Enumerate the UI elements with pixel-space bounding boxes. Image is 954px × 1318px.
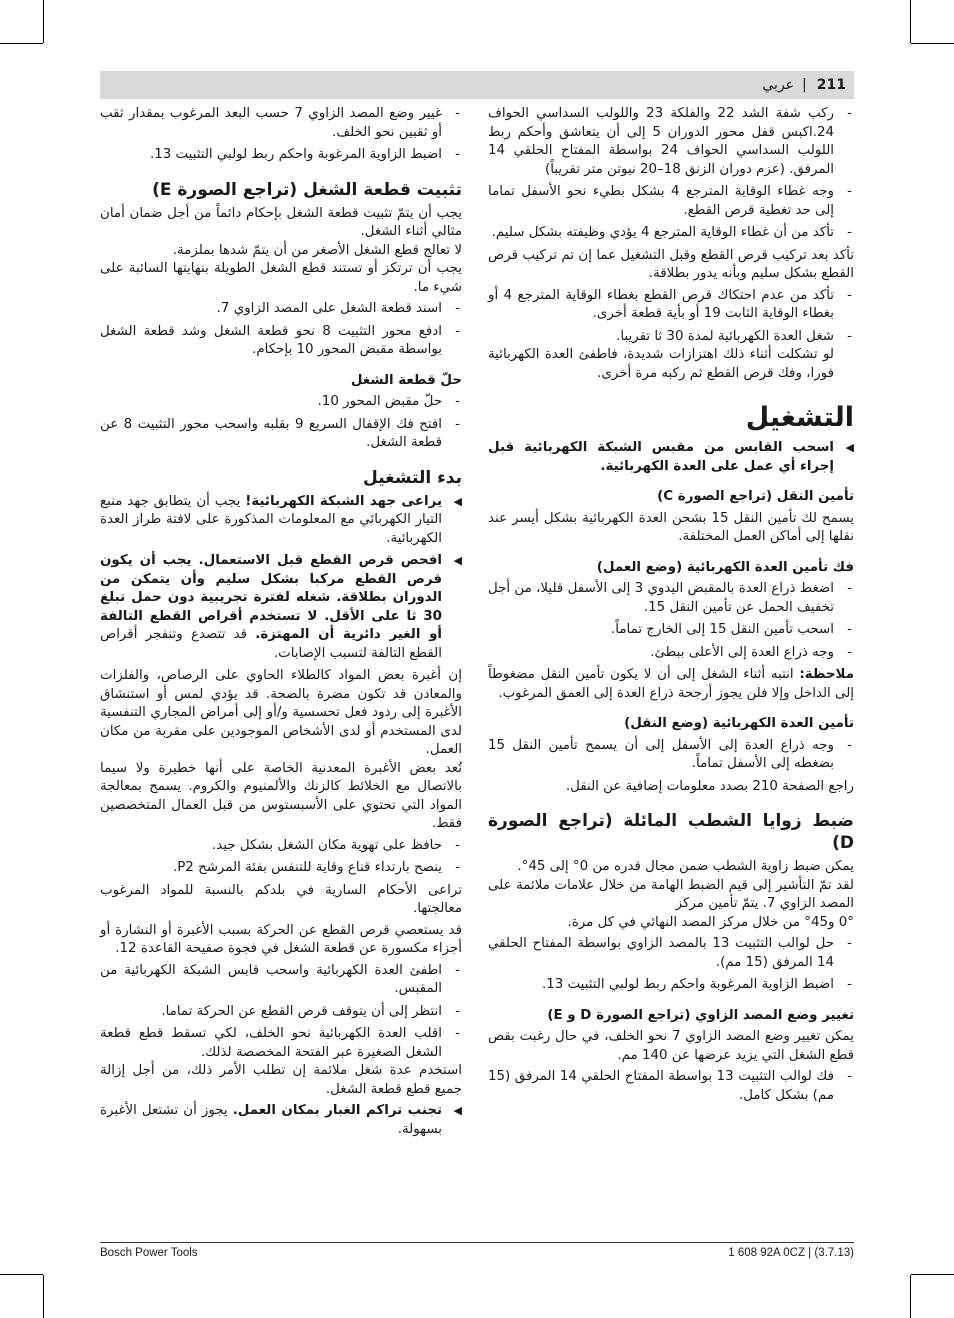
triangle-marker-icon: ◀ xyxy=(453,554,462,567)
list-item: - ركب شفة الشد 22 والفلكة 23 واللولب السداسي الحواف 24.اكبس قفل محور الدوران 5 إلى أن يتعاشق وأحكم ربط اللولب السداسي الحواف 24 بواسطة المفتاح الحلقي 14 المرفق. (عزم دوران الزنق 18–20 نيوتن متر تقريباً) xyxy=(488,106,852,177)
paragraph: تأكد بعد تركيب قرص القطع وقبل التشغيل عما إن تم تركيب قرص القطع بشكل سليم وبأنه يدور بطلاقة. xyxy=(488,247,854,281)
list-item: - حلّ مقبض المحور 10. xyxy=(317,394,460,409)
subheading: تأمين النقل (تراجع الصورة C) xyxy=(657,489,854,504)
crop-mark xyxy=(910,0,911,43)
paragraph: لقد تمّ التأشير إلى قيم الضبط الهامة من خلال علامات ملائمة على المصد الزاوي 7. يتمّ تأمين مركز xyxy=(488,877,854,911)
subheading: تغيير وضع المصد الزاوي (تراجع الصورة D و E) xyxy=(547,1007,854,1023)
list-item: - تأكد من عدم احتكاك قرص القطع بغطاء الوقاية المترجع 4 أو بغطاء الوقاية الثابت 19 أو بأية قطعة أخرى. xyxy=(488,287,852,321)
paragraph: يمكن ضبط زاوية الشطب ضمن مجال قدره من 0° إلى 45°. xyxy=(517,859,854,874)
crop-mark xyxy=(911,1274,954,1275)
paragraph: لا تعالج قطع الشغل الأصغر من أن يتمّ شدها بملزمة. xyxy=(172,242,462,258)
warning-item: ◀ يراعى جهد الشبكة الكهربائية! يجب أن يتطابق جهد منبع التيار الكهربائي مع المعلومات المذكورة على لافتة طراز العدة الكهربائية. xyxy=(100,493,462,546)
warning-item: ◀ تجنب تراكم الغبار بمكان العمل. يجوز أن تشتعل الأغبرة بسهولة. xyxy=(100,1103,462,1137)
list-item: - تأكد من أن غطاء الوقاية المترجع 4 يؤدي وظيفته بشكل سليم. xyxy=(491,225,852,240)
left-column xyxy=(100,105,462,1143)
subheading: تأمين العدة الكهربائية (وضع النقل) xyxy=(624,716,854,731)
triangle-marker-icon: ◀ xyxy=(453,1104,462,1117)
list-item: - غيير وضع المصد الزاوي 7 حسب البعد المرغوب بمقدار ثقب أو ثقبين نحو الخلف. xyxy=(100,106,460,140)
header-separator: | xyxy=(802,77,807,93)
paragraph: يمكن تغيير وضع المصد الزاوي 7 نحو الخلف، في حال رغبت بقص قطع الشغل التي يزيد عرضها عن 140 مم. xyxy=(488,1029,854,1063)
list-item: - ينصح بارتداء قناع وقاية للتنفس بفئة المرشح P2. xyxy=(172,860,460,875)
list-item: - اطفئ العدة الكهربائية واسحب قابس الشبكة الكهربائية من المقبس. xyxy=(100,962,460,996)
crop-mark xyxy=(43,0,44,43)
paragraph: يجب أن ترتكز أو تستند قطع الشغل الطويلة بنهايتها السائبة على شيء ما. xyxy=(100,261,462,295)
paragraph: 0° و45° من خلال مركز المصد النهائي في كل مرة. xyxy=(567,914,854,930)
list-item: - افتح فك الإقفال السريع 9 بقلبه واسحب محور التثبيت 8 عن قطعة الشغل. xyxy=(100,416,460,450)
crop-mark xyxy=(910,1275,911,1318)
warning-item: ◀ اسحب القابس من مقبس الشبكة الكهربائية قبل إجراء أي عمل على العدة الكهربائية. xyxy=(488,440,854,474)
triangle-marker-icon: ◀ xyxy=(453,494,462,508)
note-paragraph: ملاحظة: انتبه أثناء الشغل إلى أن لا يكون تأمين النقل مضغوطاً إلى الداخل وإلا فلن يجوز أرجحة ذراع العدة إلى العمق المرغوب. xyxy=(488,667,854,701)
list-item: - اسحب تأمين النقل 15 إلى الخارج تماماً. xyxy=(611,622,852,637)
list-item: - اضغط ذراع العدة بالمقبض اليدوي 3 إلى الأسفل قليلا، من أجل تخفيف الحمل عن تأمين النقل 15. xyxy=(488,581,852,615)
list-item: - وجه غطاء الوقاية المترجع 4 بشكل بطيء نحو الأسفل تماما إلى حد تغطية قرص القطع. xyxy=(488,184,852,218)
section-title-miter: ضبط زوايا الشطب المائلة (تراجع الصورة D) xyxy=(488,811,854,853)
list-item: - حافظ على تهوية مكان الشغل بشكل جيد. xyxy=(212,837,460,853)
crop-mark xyxy=(43,1275,44,1318)
right-column xyxy=(488,105,854,1109)
subheading: فك تأمين العدة الكهربائية (وضع العمل) xyxy=(596,559,854,575)
list-item: - اسند قطعة الشغل على المصد الزاوي 7. xyxy=(216,301,460,316)
paragraph: راجع الصفحة 210 بصدد معلومات إضافية عن النقل. xyxy=(565,778,854,794)
paragraph: لو تشكلت أثناء ذلك اهتزازات شديدة، فاطفئ العدة الكهربائية فورا، وفك قرص القطع ثم ركبه مرة أخرى. xyxy=(488,347,834,381)
list-item: - وجه ذراع العدة إلى الأسفل إلى أن يسمح تأمين النقل 15 بضغطه إلى الأسفل تماماً. xyxy=(488,737,852,771)
list-item: - اقلب العدة الكهربائية نحو الخلف، لكي تسقط قطع قطعة الشغل الصغيرة عبر الفتحة المخصصة لذلك. xyxy=(100,1026,460,1060)
warning-item: ◀ افحص قرص القطع قبل الاستعمال. يجب أن يكون قرص القطع مركبا بشكل سليم وأن يتمكن من الدوران بطلاقة. شغله لفترة تجريبية دون حمل تبلغ 30 ثا على الأقل. لا تستخدم أقراص القطع التالفة أو الغير دائرية أن المهتزة. قد تتصدع وتنفجر أقراص القطع التالفة لتسبب الإصابات. xyxy=(100,553,462,661)
page-header xyxy=(100,71,854,99)
page-footer xyxy=(100,1242,854,1259)
paragraph: يجب أن يتمّ تثبيت قطعة الشغل بإحكام دائماً من أجل ضمان أمان مثالي أثناء الشغل. xyxy=(100,205,462,239)
paragraph: قد يستعصي قرص القطع عن الحركة بسبب الأغبرة أو النشارة أو أجزاء مكسورة عن قطعة الشغل في فجوة صفيحة القاعدة 12. xyxy=(100,922,462,956)
list-item: - اضبط الزاوية المرغوبة واحكم ربط لولبي التثبيت 13. xyxy=(149,147,460,162)
paragraph: استخدم عدة شغل ملائمة إن تطلب الأمر ذلك، من أجل إزالة جميع قطع قطعة الشغل. xyxy=(100,1063,462,1097)
triangle-marker-icon: ◀ xyxy=(845,441,854,454)
crop-mark xyxy=(911,43,954,44)
note-label: ملاحظة: xyxy=(799,667,854,682)
crop-mark xyxy=(0,43,43,44)
list-item: - انتظر إلى أن يتوقف قرص القطع عن الحركة تماما. xyxy=(161,1003,460,1019)
section-title-start: بدء التشغيل xyxy=(363,467,462,488)
list-item: - اضبط الزاوية المرغوبة واحكم ربط لولبي التثبيت 13. xyxy=(541,977,852,992)
footer-doc-ref: 1 608 92A 0CZ | (3.7.13) xyxy=(728,1247,854,1259)
footer-brand: Bosch Power Tools xyxy=(100,1247,198,1259)
list-item: - فك لوالب التثبيت 13 بواسطة المفتاح الحلقي 14 المرفق (15 مم) بشكل كامل. xyxy=(488,1069,852,1103)
paragraph: تُعد بعض الأغبرة المعدنية الخاصة على أنها خطيرة ولا سيما بالاتصال مع الخلائط كالزنك والألمنيوم والكروم. يسمح بمعالجة المواد التي تحتوي على الأسبستوس من قبل العمال المتخصصين فقط. xyxy=(100,760,462,831)
list-item: - ادفع محور التثبيت 8 نحو قطعة الشغل وشد قطعة الشغل بواسطة مقبض المحور 10 بإحكام. xyxy=(100,323,460,357)
language-label: عربي xyxy=(762,77,795,93)
subheading: حلّ قطعة الشغل xyxy=(350,372,462,388)
list-item: - شغل العدة الكهربائية لمدة 30 ثا تقريبا. xyxy=(616,328,852,344)
paragraph: تراعى الأحكام السارية في بلدكم بالنسبة للمواد المرغوب معالجتها. xyxy=(100,882,462,916)
crop-mark xyxy=(0,1274,43,1275)
section-title-clamp: تثبيت قطعة الشغل (تراجع الصورة E) xyxy=(152,179,462,200)
paragraph: إن أغبرة بعض المواد كالطلاء الحاوي على الرصاص، والفلزات والمعادن قد تكون مضرة بالصحة. قد يؤدي لمس أو استنشاق الأغبرة إلى ردود فعل تحسسية و/أو إلى أمراض المجاري التنفسية لدى المستخدم أو لدى الأشخاص الموجودين على مقربة من مكان العمل. xyxy=(100,668,462,757)
section-title-operation: التشغيل xyxy=(745,402,854,433)
paragraph: يسمح لك تأمين النقل 15 بشحن العدة الكهربائية بشكل أيسر عند نقلها إلى أماكن العمل المختلفة. xyxy=(488,510,854,544)
page-number: 211 xyxy=(816,77,846,93)
list-item: - حل لوالب التثبيت 13 بالمصد الزاوي بواسطة المفتاح الحلقي 14 المرفق (15 مم). xyxy=(488,936,852,970)
list-item: - وجه ذراع العدة إلى الأعلى ببطئ. xyxy=(650,644,852,660)
